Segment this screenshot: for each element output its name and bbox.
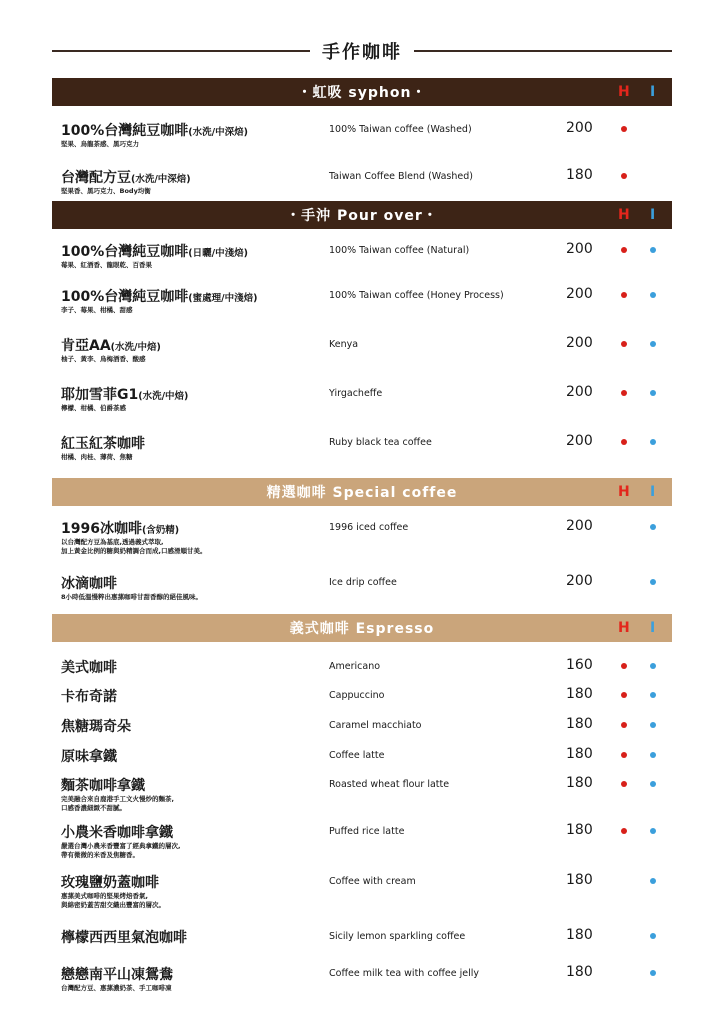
hot-indicator: H	[618, 620, 631, 636]
ice-available-dot-icon	[650, 247, 656, 253]
ice-available-dot-icon	[650, 878, 656, 884]
section-header	[52, 614, 672, 642]
ice-available-dot-icon	[650, 722, 656, 728]
ice-available-dot-icon	[650, 390, 656, 396]
hot-available-dot-icon	[621, 828, 627, 834]
item-name-text: 焦糖瑪奇朵	[61, 719, 131, 735]
item-name	[61, 573, 117, 593]
ice-indicator: I	[650, 207, 657, 223]
item-description: 莓果、紅酒香、龍眼乾、百香果	[61, 261, 152, 269]
item-english-name: Coffee milk tea with coffee jelly	[329, 968, 480, 979]
item-name	[61, 746, 117, 766]
item-price: 180	[566, 746, 593, 762]
item-name-text: 冰滴咖啡	[61, 576, 117, 592]
hot-available-dot-icon	[621, 722, 627, 728]
item-price: 180	[566, 822, 593, 838]
menu-item	[0, 286, 724, 326]
item-note: (蜜處理/中淺焙)	[188, 293, 258, 304]
menu-item	[0, 822, 724, 862]
item-english-name: Taiwan Coffee Blend (Washed)	[329, 171, 473, 182]
ice-available-dot-icon	[650, 970, 656, 976]
page-title: 手作咖啡	[322, 42, 402, 63]
item-english-name: Sicily lemon sparkling coffee	[329, 931, 466, 942]
item-english-name: 1996 iced coffee	[329, 522, 409, 533]
item-name	[61, 927, 187, 947]
hot-available-dot-icon	[621, 663, 627, 669]
item-name-text: 耶加雪菲G1	[61, 387, 139, 403]
item-name-text: 卡布奇諾	[61, 689, 117, 705]
hot-available-dot-icon	[621, 781, 627, 787]
item-english-name: Kenya	[329, 339, 359, 350]
item-price: 200	[566, 120, 593, 136]
section-header	[52, 201, 672, 229]
item-name	[61, 518, 179, 538]
hot-available-dot-icon	[621, 292, 627, 298]
item-name	[61, 964, 173, 984]
section-header	[52, 78, 672, 106]
section-title: 精選咖啡 Special coffee	[266, 485, 458, 501]
hot-available-dot-icon	[621, 341, 627, 347]
item-name-text: 1996冰咖啡	[61, 521, 142, 537]
hot-available-dot-icon	[621, 752, 627, 758]
menu-item	[0, 573, 724, 613]
item-name-text: 紅玉紅茶咖啡	[61, 436, 145, 452]
item-note: (水洗/中焙)	[110, 342, 161, 353]
ice-available-dot-icon	[650, 781, 656, 787]
menu-item	[0, 120, 724, 160]
item-english-name: 100% Taiwan coffee (Washed)	[329, 124, 472, 135]
item-description: 完美融合來自鹿港手工文火慢炒的麵茶, 口感香濃細緻不甜膩。	[61, 795, 174, 812]
item-price: 200	[566, 518, 593, 534]
ice-available-dot-icon	[650, 439, 656, 445]
item-description: 台灣配方豆、惠蓀濃奶茶、手工咖啡凍	[61, 984, 172, 992]
ice-available-dot-icon	[650, 341, 656, 347]
item-description: 柚子、黃李、烏梅酒香、酸感	[61, 355, 146, 363]
item-name	[61, 241, 248, 261]
item-description: 嚴選台灣小農米香豐富了經典拿鐵的層次, 帶有微微的米香及焦糖香。	[61, 842, 181, 859]
item-name	[61, 433, 145, 453]
ice-indicator: I	[650, 620, 657, 636]
menu-item	[0, 872, 724, 912]
menu-item	[0, 927, 724, 967]
item-english-name: Coffee with cream	[329, 876, 416, 887]
menu-item	[0, 433, 724, 473]
item-price: 160	[566, 657, 593, 673]
item-english-name: Roasted wheat flour latte	[329, 779, 450, 790]
item-name	[61, 775, 145, 795]
hot-available-dot-icon	[621, 439, 627, 445]
item-name	[61, 716, 131, 736]
item-english-name: Yirgacheffe	[329, 388, 383, 399]
menu-item	[0, 335, 724, 375]
item-name-text: 小農米香咖啡拿鐵	[61, 825, 173, 841]
item-english-name: Americano	[329, 661, 381, 672]
ice-indicator: I	[650, 484, 657, 500]
item-note: (含奶精)	[141, 525, 180, 536]
item-price: 200	[566, 573, 593, 589]
menu-item	[0, 518, 724, 558]
item-price: 180	[566, 872, 593, 888]
item-note: (水洗/中深焙)	[188, 127, 248, 138]
item-price: 180	[566, 716, 593, 732]
item-price: 180	[566, 167, 593, 183]
section-header	[52, 478, 672, 506]
item-name	[61, 657, 117, 677]
ice-available-dot-icon	[650, 524, 656, 530]
hot-available-dot-icon	[621, 247, 627, 253]
header-rule-left	[52, 50, 310, 52]
item-description: 柑橘、肉桂、薄荷、焦糖	[61, 453, 133, 461]
item-description: 以台灣配方豆為基底,透過義式萃取, 加上黃金比例的糖與奶精調合而成,口感滑順甘美。	[61, 538, 207, 555]
page-header	[52, 36, 672, 66]
item-price: 180	[566, 964, 593, 980]
item-name	[61, 120, 248, 140]
item-name	[61, 167, 191, 187]
item-name-text: 美式咖啡	[61, 660, 117, 676]
item-name	[61, 872, 159, 892]
hot-indicator: H	[618, 207, 631, 223]
item-name	[61, 822, 173, 842]
menu-item	[0, 241, 724, 281]
item-note: (水洗/中焙)	[138, 391, 189, 402]
item-name	[61, 286, 257, 306]
item-english-name: Cappuccino	[329, 690, 385, 701]
ice-available-dot-icon	[650, 933, 656, 939]
item-name	[61, 686, 117, 706]
item-english-name: Coffee latte	[329, 750, 385, 761]
item-price: 180	[566, 927, 593, 943]
hot-indicator: H	[618, 84, 631, 100]
ice-indicator: I	[650, 84, 657, 100]
menu-item	[0, 384, 724, 424]
item-note: (水洗/中深焙)	[131, 174, 191, 185]
item-price: 200	[566, 433, 593, 449]
item-name-text: 戀戀南平山凍鴛鴦	[61, 967, 173, 983]
item-name	[61, 384, 188, 404]
item-description: 李子、莓果、柑橘、甜感	[61, 306, 133, 314]
item-english-name: 100% Taiwan coffee (Natural)	[329, 245, 470, 256]
ice-available-dot-icon	[650, 692, 656, 698]
item-price: 180	[566, 775, 593, 791]
hot-available-dot-icon	[621, 126, 627, 132]
item-description: 8小時低溫慢粹出惠蓀咖啡甘甜香醇的絕佳風味。	[61, 593, 203, 601]
hot-available-dot-icon	[621, 173, 627, 179]
item-name-text: 檸檬西西里氣泡咖啡	[61, 930, 187, 946]
item-name-text: 原味拿鐵	[61, 749, 117, 765]
item-english-name: Ruby black tea coffee	[329, 437, 432, 448]
item-english-name: Puffed rice latte	[329, 826, 405, 837]
item-description: 惠蓀美式咖啡的堅果烤焙香氣, 與綿密奶蓋苦甜交織出豐富的層次。	[61, 892, 165, 909]
ice-available-dot-icon	[650, 292, 656, 298]
ice-available-dot-icon	[650, 752, 656, 758]
item-price: 200	[566, 286, 593, 302]
item-price: 180	[566, 686, 593, 702]
hot-available-dot-icon	[621, 390, 627, 396]
item-description: 堅果、烏龍茶感、黑巧克力	[61, 140, 139, 148]
menu-item	[0, 775, 724, 815]
item-note: (日曬/中淺焙)	[188, 248, 248, 259]
header-rule-right	[414, 50, 672, 52]
item-english-name: 100% Taiwan coffee (Honey Process)	[329, 290, 504, 301]
hot-indicator: H	[618, 484, 631, 500]
item-name-text: 肯亞AA	[61, 338, 111, 354]
menu-item	[0, 964, 724, 1004]
item-name	[61, 335, 161, 355]
ice-available-dot-icon	[650, 579, 656, 585]
section-title: ・手沖 Pour over・	[286, 208, 438, 224]
section-title: 義式咖啡 Espresso	[289, 621, 435, 637]
item-name-text: 100%台灣純豆咖啡	[61, 244, 189, 260]
item-english-name: Ice drip coffee	[329, 577, 397, 588]
hot-available-dot-icon	[621, 692, 627, 698]
item-name-text: 100%台灣純豆咖啡	[61, 123, 189, 139]
item-name-text: 100%台灣純豆咖啡	[61, 289, 189, 305]
ice-available-dot-icon	[650, 663, 656, 669]
item-english-name: Caramel macchiato	[329, 720, 422, 731]
item-description: 檸檬、柑橘、伯爵茶感	[61, 404, 126, 412]
section-title: ・虹吸 syphon・	[297, 85, 427, 101]
item-price: 200	[566, 241, 593, 257]
item-price: 200	[566, 335, 593, 351]
item-price: 200	[566, 384, 593, 400]
item-name-text: 台灣配方豆	[61, 170, 131, 186]
item-description: 堅果香、黑巧克力、Body均衡	[61, 187, 151, 195]
item-name-text: 麵茶咖啡拿鐵	[61, 778, 145, 794]
ice-available-dot-icon	[650, 828, 656, 834]
item-name-text: 玫瑰鹽奶蓋咖啡	[61, 875, 159, 891]
